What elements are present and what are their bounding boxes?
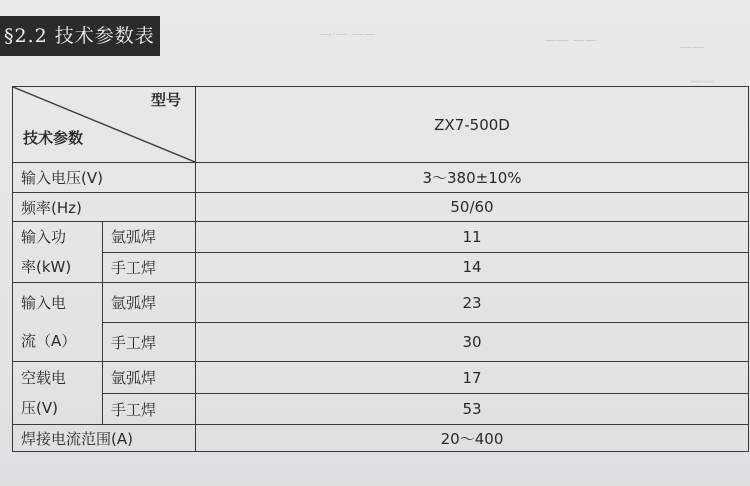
row-value: 17 (196, 362, 749, 394)
param-label: 技术参数 (23, 129, 84, 147)
table-row (13, 222, 749, 253)
group-label-line: 输入功 (21, 228, 67, 246)
sub-label: 手工焊 (103, 252, 196, 283)
group-label-line: 空载电 (21, 369, 67, 387)
group-label-line: 率(kW) (21, 258, 72, 276)
row-value: 3～380±10% (196, 163, 749, 193)
table-row (13, 252, 749, 283)
table-header-row (13, 87, 749, 163)
diagonal-header-cell (13, 87, 196, 163)
group-label (13, 222, 103, 283)
sub-label: 氩弧焊 (103, 362, 196, 394)
model-value: ZX7-500D (196, 87, 749, 163)
row-label: 频率(Hz) (13, 193, 196, 222)
table-row (13, 323, 749, 362)
row-value: 20～400 (196, 425, 749, 452)
table-row (13, 425, 749, 452)
group-label-line: 压(V) (21, 399, 58, 417)
group-label-line: 输入电 (21, 294, 67, 312)
table-row (13, 283, 749, 323)
group-label (13, 362, 103, 425)
row-value: 23 (196, 283, 749, 323)
bleed-through-text: —— (680, 40, 704, 54)
bleed-through-text: —— —— (545, 33, 597, 47)
sub-label: 氩弧焊 (103, 283, 196, 323)
row-value: 11 (196, 222, 749, 253)
row-value: 14 (196, 252, 749, 283)
model-label: 型号 (150, 91, 181, 109)
sub-label: 手工焊 (103, 394, 196, 425)
section-title: §2.2 技术参数表 (0, 16, 160, 56)
sub-label: 氩弧焊 (103, 222, 196, 253)
sub-label: 手工焊 (103, 323, 196, 362)
bleed-through-text: —·— —— (320, 27, 376, 41)
group-label-line: 流（A） (21, 332, 77, 350)
tech-params-table (12, 86, 749, 452)
row-label: 输入电压(V) (13, 163, 196, 193)
table-row (13, 193, 749, 222)
row-label: 焊接电流范围(A) (13, 425, 196, 452)
table-row (13, 362, 749, 394)
bleed-through-text: —— (690, 74, 714, 88)
row-value: 30 (196, 323, 749, 362)
row-value: 50/60 (196, 193, 749, 222)
group-label (13, 283, 103, 362)
table-row (13, 163, 749, 193)
table-row (13, 394, 749, 425)
row-value: 53 (196, 394, 749, 425)
